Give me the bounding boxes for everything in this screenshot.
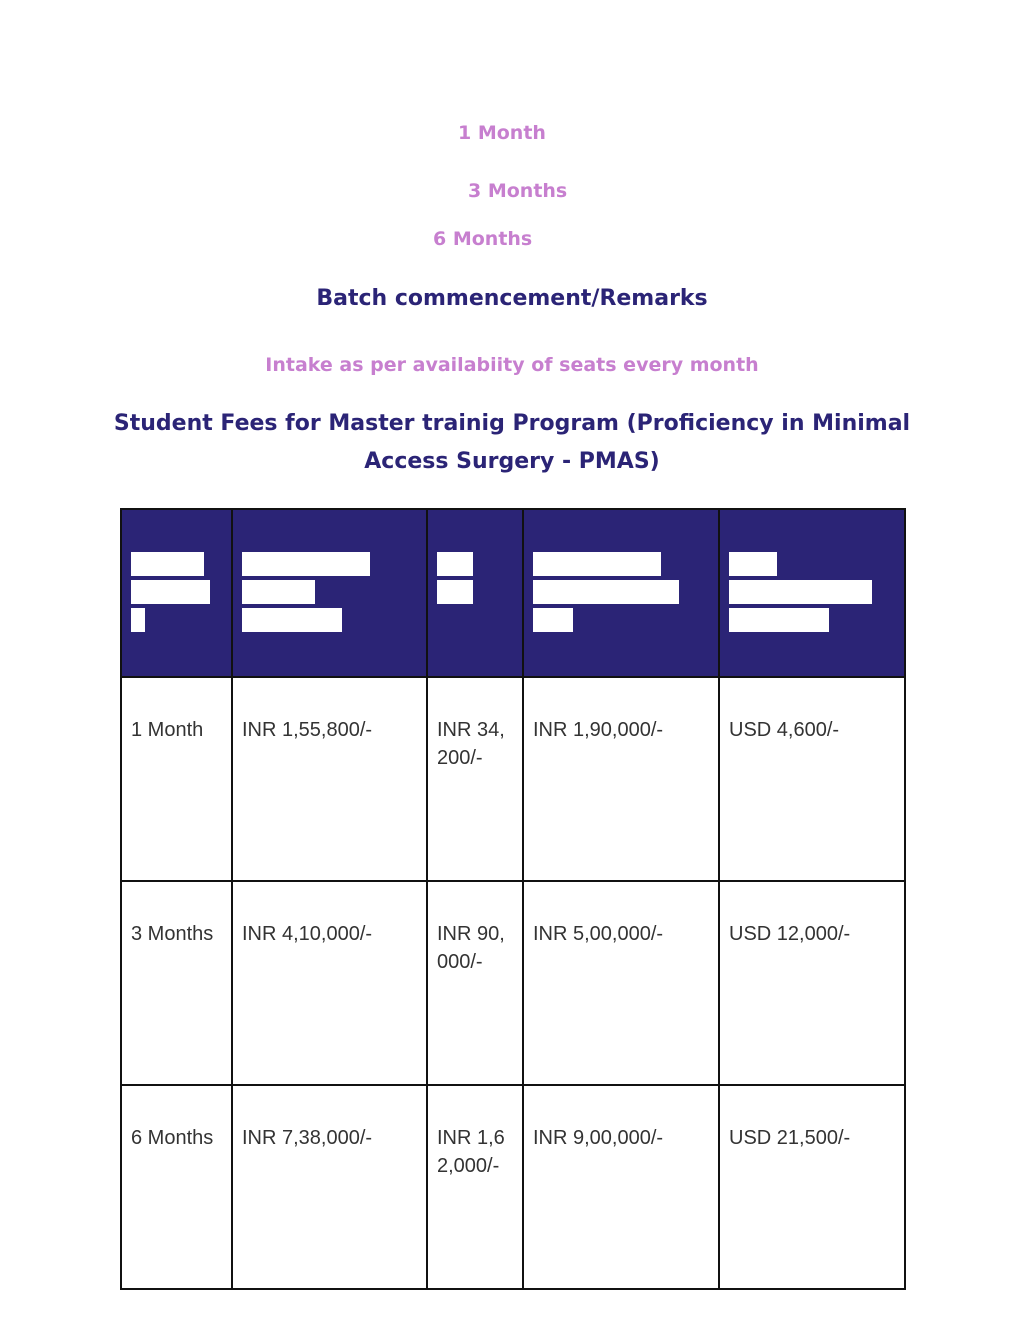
fee-cell: INR 4,10,000/- bbox=[232, 881, 427, 1085]
fee-cell: INR 1,55,800/- bbox=[232, 677, 427, 881]
header-cell-redacted bbox=[232, 509, 427, 677]
fee-cell: INR 7,38,000/- bbox=[232, 1085, 427, 1289]
duration-cell: 1 Month bbox=[121, 677, 232, 881]
duration-3-months: 3 Months bbox=[468, 180, 568, 202]
table-row bbox=[121, 1085, 905, 1289]
tax-cell: INR 1,62,000/- bbox=[427, 1085, 523, 1289]
total-inr-cell: INR 1,90,000/- bbox=[523, 677, 719, 881]
total-usd-cell: USD 12,000/- bbox=[719, 881, 905, 1085]
table-row bbox=[121, 677, 905, 881]
total-usd-cell: USD 21,500/- bbox=[719, 1085, 905, 1289]
duration-cell: 6 Months bbox=[121, 1085, 232, 1289]
duration-1-month: 1 Month bbox=[458, 122, 546, 144]
fees-title-line1: Student Fees for Master trainig Program (Proficiency in Minimal bbox=[113, 411, 911, 436]
header-cell-redacted bbox=[121, 509, 232, 677]
intake-note: Intake as per availabiity of seats every month bbox=[265, 354, 759, 376]
duration-6-months: 6 Months bbox=[433, 228, 533, 250]
table-header-row bbox=[121, 509, 905, 677]
table-row bbox=[121, 881, 905, 1085]
header-cell-redacted bbox=[719, 509, 905, 677]
header-cell-redacted bbox=[523, 509, 719, 677]
fees-title-line2: Access Surgery - PMAS) bbox=[364, 449, 660, 474]
tax-cell: INR 34,200/- bbox=[427, 677, 523, 881]
batch-heading: Batch commencement/Remarks bbox=[316, 286, 708, 311]
total-inr-cell: INR 9,00,000/- bbox=[523, 1085, 719, 1289]
duration-cell: 3 Months bbox=[121, 881, 232, 1085]
fees-table bbox=[120, 508, 906, 1290]
header-cell-redacted bbox=[427, 509, 523, 677]
total-inr-cell: INR 5,00,000/- bbox=[523, 881, 719, 1085]
tax-cell: INR 90,000/- bbox=[427, 881, 523, 1085]
total-usd-cell: USD 4,600/- bbox=[719, 677, 905, 881]
